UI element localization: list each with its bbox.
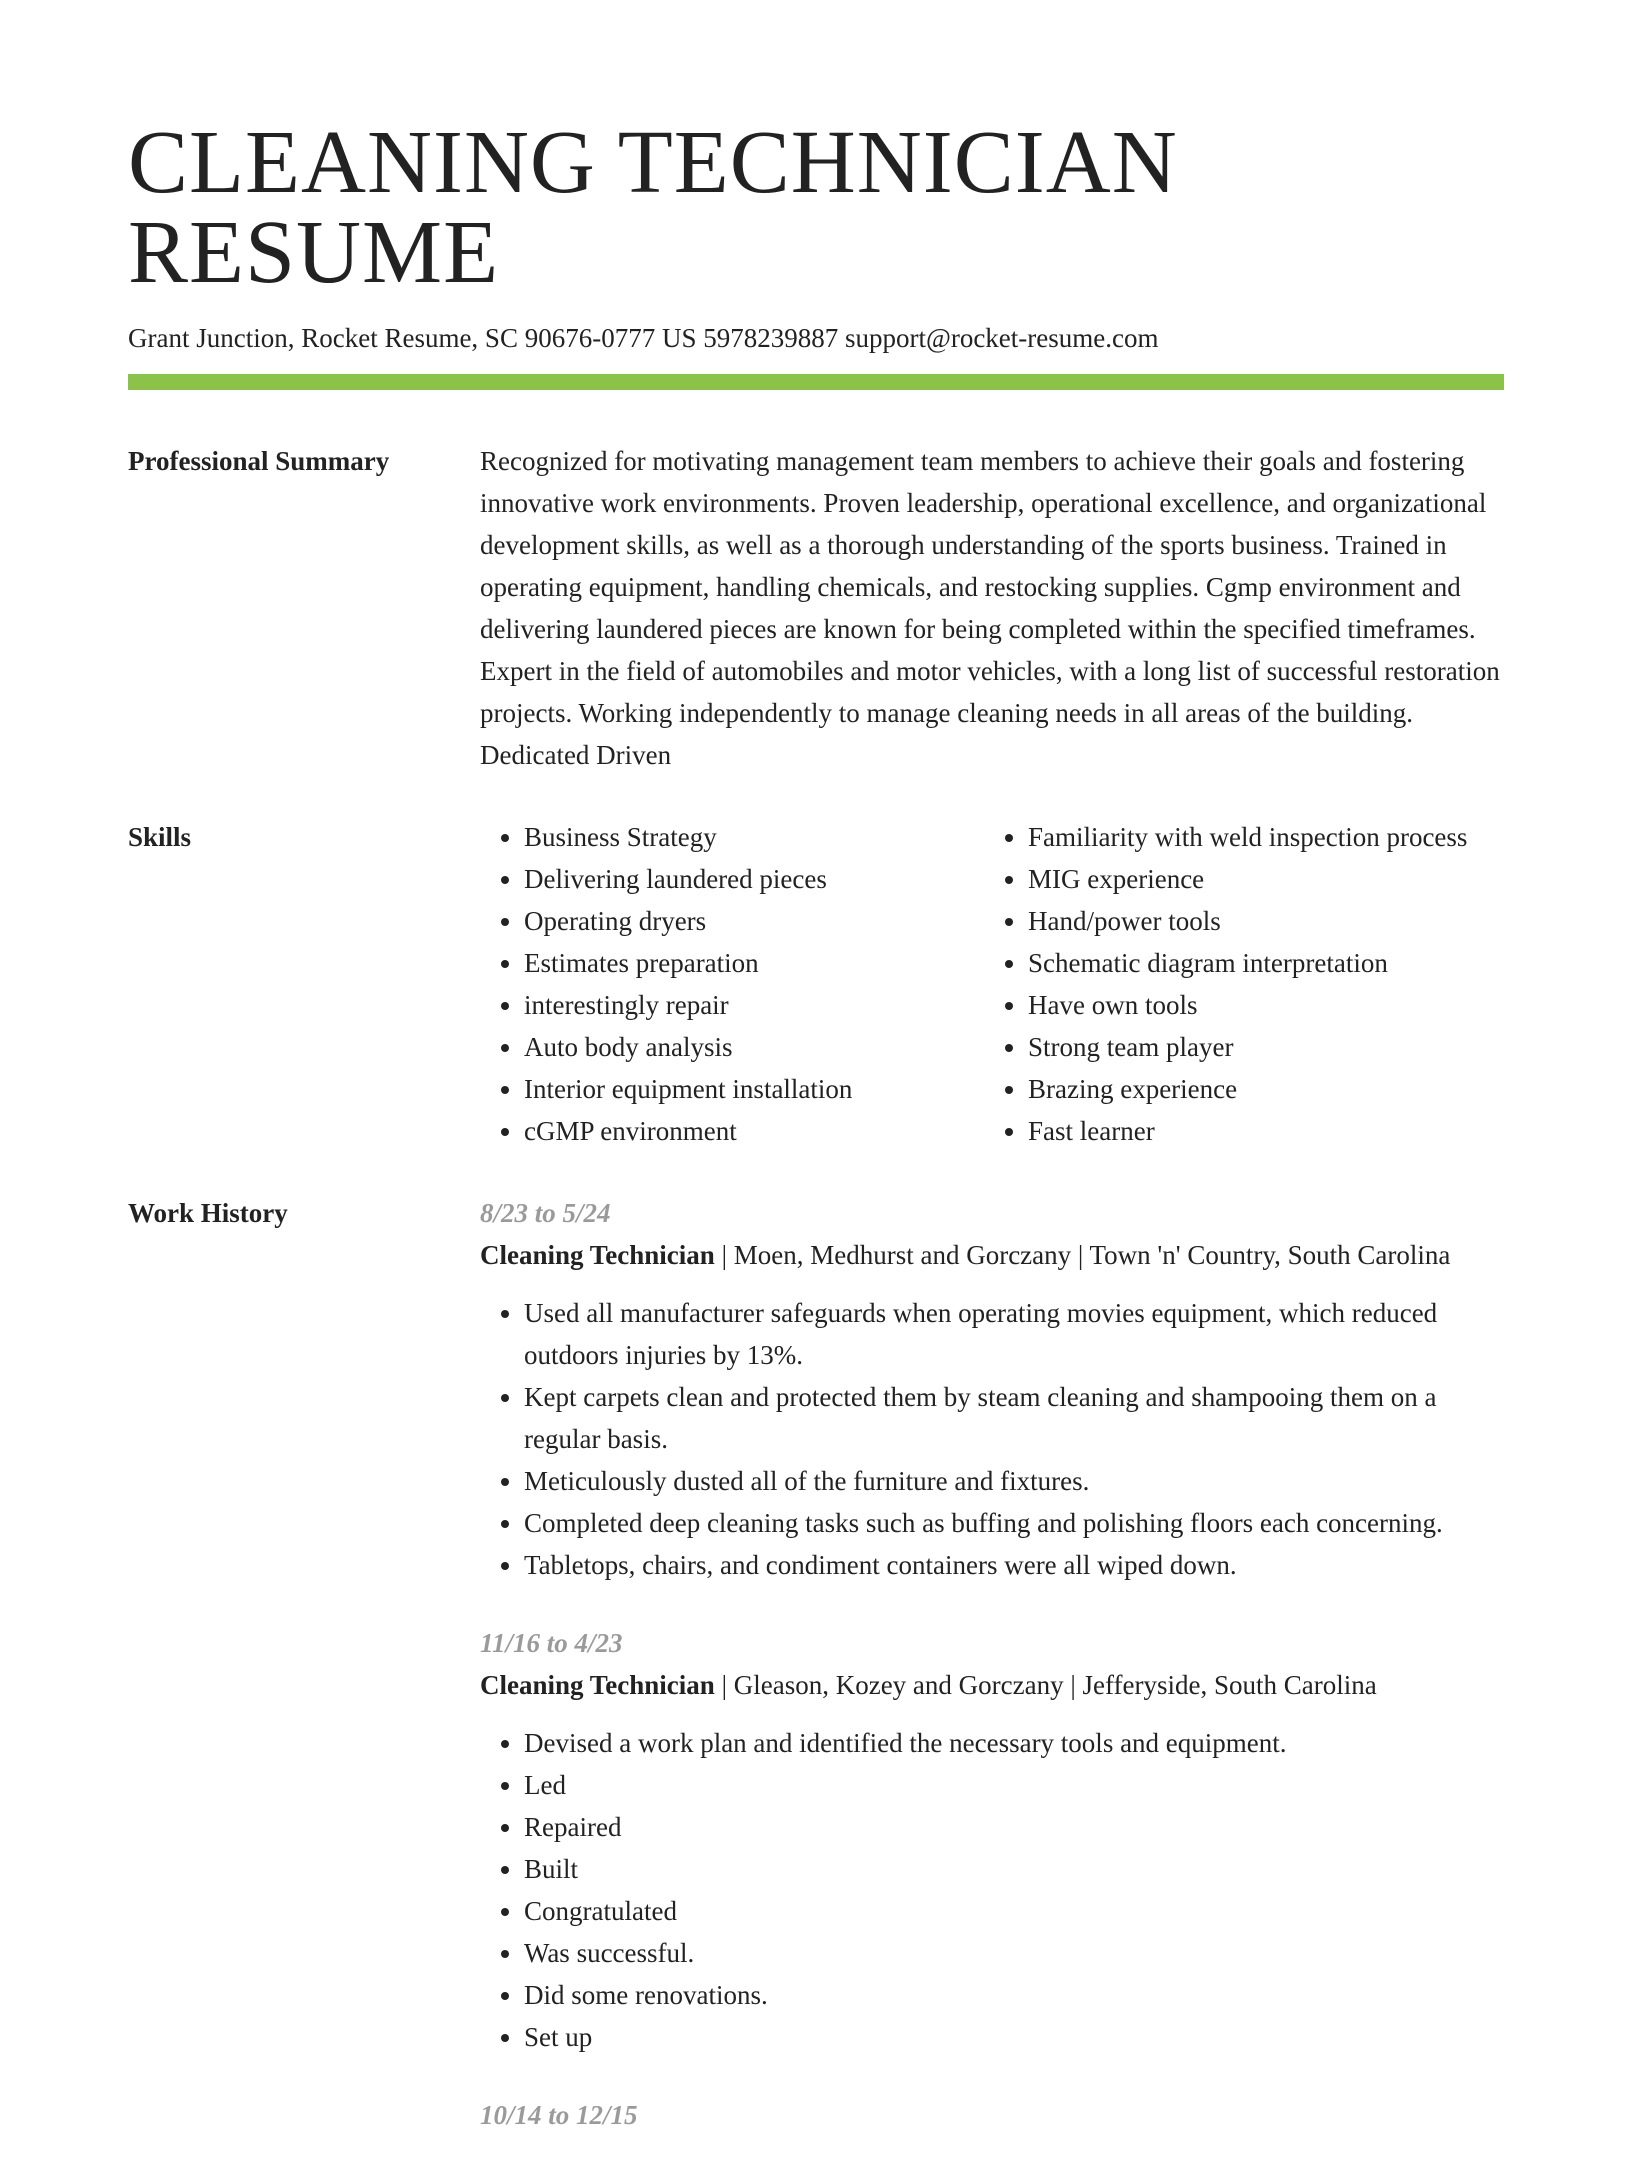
skill-item: • cGMP environment	[524, 1110, 984, 1152]
job-bullet: • Was successful.	[524, 1932, 1504, 1974]
skill-item: • Auto body analysis	[524, 1026, 984, 1068]
skill-item: • Fast learner	[1028, 1110, 1488, 1152]
skill-item: • Delivering laundered pieces	[524, 858, 984, 900]
work-history-section	[128, 1192, 1504, 2172]
job-bullet: • Meticulously dusted all of the furniture and fixtures.	[524, 1460, 1504, 1502]
contact-info: Grant Junction, Rocket Resume, SC 90676-0777 US 5978239887 support@rocket-resume.com	[128, 323, 1159, 353]
job-entry	[480, 1622, 1504, 2058]
job-bullet: • Led	[524, 1764, 1504, 1806]
job-bullet: • Used all manufacturer safeguards when operating movies equipment, which reduced outdoors injuries by 13%.	[524, 1292, 1504, 1376]
job-bullet: • Tabletops, chairs, and condiment containers were all wiped down.	[524, 1544, 1504, 1586]
job-bullet: • Devised a work plan and identified the necessary tools and equipment.	[524, 1722, 1504, 1764]
skill-item: • Have own tools	[1028, 984, 1488, 1026]
job-bullet: • Did some renovations.	[524, 1974, 1504, 2016]
job-bullet: • Congratulated	[524, 1890, 1504, 1932]
work-history-label: Work History	[128, 1198, 288, 1229]
job-dates: 10/14 to 12/15	[480, 2100, 638, 2131]
job-entry	[480, 1192, 1504, 1586]
job-title: Cleaning Technician	[480, 1670, 715, 1701]
page-title: CLEANING TECHNICIAN RESUME	[128, 113, 1178, 302]
job-bullet: • Kept carpets clean and protected them by steam cleaning and shampooing them on a regular basis.	[524, 1376, 1504, 1460]
skills-list-left	[480, 816, 984, 1152]
skills-list-right	[984, 816, 1488, 1152]
skill-item: • Familiarity with weld inspection process	[1028, 816, 1488, 858]
job-bullet-list	[480, 1722, 1504, 2058]
summary-body	[480, 440, 1504, 776]
skill-item: • Interior equipment installation	[524, 1068, 984, 1110]
skill-item: • interestingly repair	[524, 984, 984, 1026]
summary-text: Recognized for motivating management team members to achieve their goals and fostering innovative work environments. Proven leadership, operational excellence, and organizational development skills, as well as a thorough understanding of the sports business. Trained in operating equipment, handling chemicals, and restocking supplies. Cgmp environment and delivering laundered pieces are known for being completed within the specified timeframes. Expert in the field of automobiles and motor vehicles, with a long list of successful restoration projects. Working independently to manage cleaning needs in all areas of the building. Dedicated Driven	[480, 446, 1500, 771]
summary-section	[128, 440, 1504, 776]
header-divider	[128, 374, 1504, 390]
job-bullet-list	[480, 1292, 1504, 1586]
skills-section	[128, 816, 1504, 1152]
skill-item: • Schematic diagram interpretation	[1028, 942, 1488, 984]
job-heading	[480, 1664, 1504, 1706]
job-company-location: | Moen, Medhurst and Gorczany | Town 'n' Country, South Carolina	[714, 1240, 1451, 1271]
summary-label: Professional Summary	[128, 446, 390, 477]
job-dates: 8/23 to 5/24	[480, 1198, 611, 1229]
skill-item: • Hand/power tools	[1028, 900, 1488, 942]
job-title: Cleaning Technician	[480, 1240, 715, 1271]
job-bullet: • Completed deep cleaning tasks such as buffing and polishing floors each concerning.	[524, 1502, 1504, 1544]
job-company-location: | Gleason, Kozey and Gorczany | Jefferyside, South Carolina	[714, 1670, 1377, 1701]
skill-item: • MIG experience	[1028, 858, 1488, 900]
skill-item: • Strong team player	[1028, 1026, 1488, 1068]
skills-body	[480, 816, 1504, 1152]
job-bullet: • Repaired	[524, 1806, 1504, 1848]
job-heading	[480, 1234, 1504, 1276]
skills-label: Skills	[128, 822, 192, 853]
skills-column-right	[984, 816, 1488, 1152]
skill-item: • Business Strategy	[524, 816, 984, 858]
skill-item: • Brazing experience	[1028, 1068, 1488, 1110]
job-bullet: • Built	[524, 1848, 1504, 1890]
job-dates: 11/16 to 4/23	[480, 1628, 623, 1659]
job-bullet: • Set up	[524, 2016, 1504, 2058]
skill-item: • Estimates preparation	[524, 942, 984, 984]
job-entry	[480, 2094, 1504, 2136]
work-history-body	[480, 1192, 1504, 2172]
skills-column-left	[480, 816, 984, 1152]
skill-item: • Operating dryers	[524, 900, 984, 942]
